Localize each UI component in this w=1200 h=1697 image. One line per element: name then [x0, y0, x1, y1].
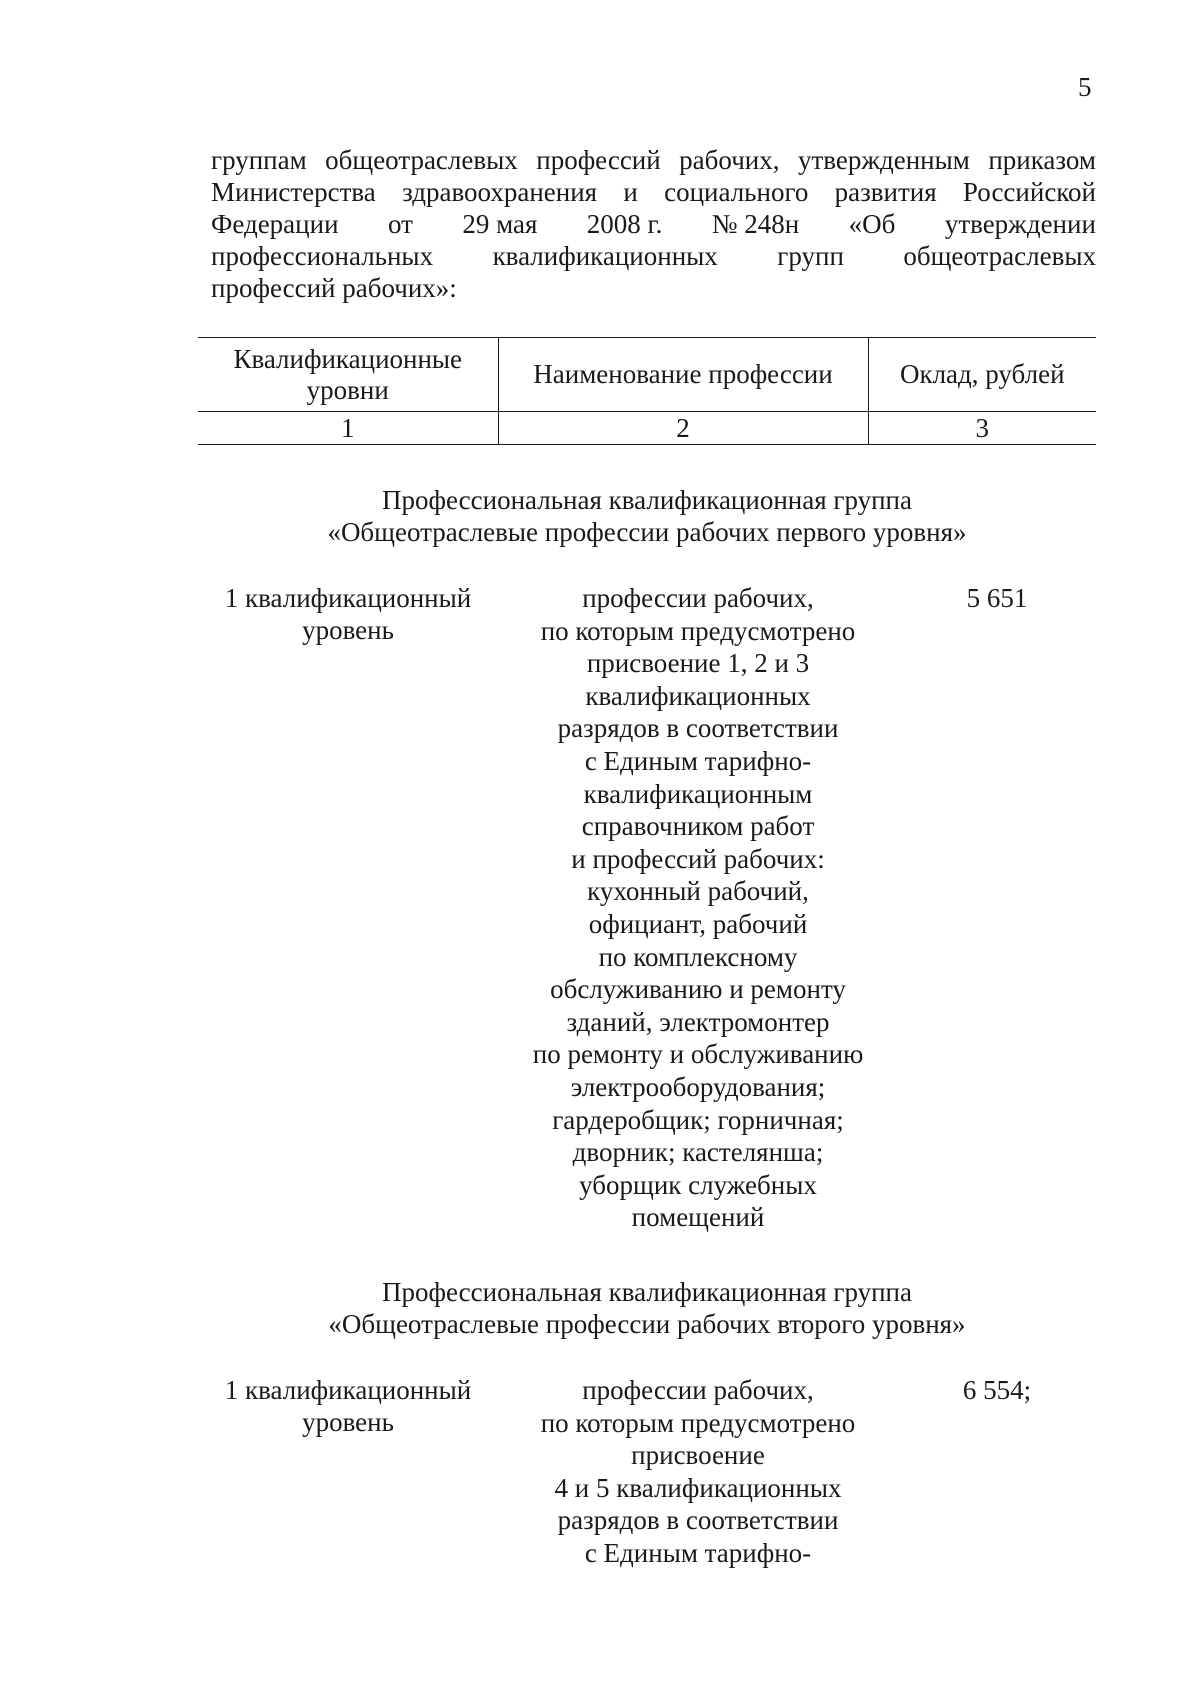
qualification-level: [198, 1374, 498, 1438]
intro-text-5: профессий рабочих»:: [211, 273, 457, 303]
column-number-2: 2: [498, 412, 868, 445]
column-header-levels: [198, 338, 498, 412]
intro-word: 2008 г.: [586, 209, 663, 239]
profession-line: и профессий рабочих:: [571, 843, 825, 874]
profession-line: с Единым тарифно-: [584, 745, 812, 776]
intro-word: квалификационных: [492, 241, 718, 271]
intro-paragraph: [211, 144, 1096, 304]
profession-line: квалификационным: [583, 778, 813, 809]
intro-word: Федерации: [211, 209, 339, 239]
profession-line: гардеробщик; горничная;: [552, 1104, 844, 1135]
profession-list: [498, 1374, 898, 1570]
profession-line: кухонный рабочий,: [587, 876, 809, 907]
profession-line: присвоение 1, 2 и 3: [586, 648, 810, 679]
group-title-line1: Профессиональная квалификационная группа: [382, 485, 912, 515]
profession-line: присвоение: [631, 1440, 765, 1471]
profession-line: электрооборудования;: [570, 1071, 826, 1102]
group-title-line2: «Общеотраслевые профессии рабочих второго уровня»: [328, 1309, 966, 1339]
group-title: [198, 484, 1096, 548]
group-title-line2: «Общеотраслевые профессии рабочих первого уровня»: [327, 517, 967, 547]
column-number-1: 1: [198, 412, 498, 445]
intro-line-3: [211, 208, 1096, 240]
page-number: 5: [1078, 72, 1092, 102]
intro-word: общеотраслевых: [903, 241, 1096, 271]
profession-line: по ремонту и обслуживанию: [532, 1039, 864, 1070]
profession-line: профессии рабочих,: [582, 1375, 814, 1405]
intro-line-2: [211, 176, 1096, 208]
profession-line: зданий, электромонтер: [566, 1006, 830, 1037]
column-header-levels-line2: уровни: [306, 374, 389, 405]
intro-text-1: группам общеотраслевых профессий рабочих, утвержденным приказом: [211, 145, 1096, 175]
column-header-salary: Оклад, рублей: [868, 338, 1096, 412]
group-title: [198, 1276, 1096, 1340]
profession-line: обслуживанию и ремонту: [550, 974, 846, 1005]
qualification-level: [198, 582, 498, 646]
qualification-level-line1: 1 квалификационный: [224, 1375, 472, 1405]
column-number-3: 3: [868, 412, 1096, 445]
intro-word: № 248н: [711, 209, 800, 239]
column-header-profession: Наименование профессии: [498, 338, 868, 412]
profession-line: дворник; кастелянша;: [572, 1137, 824, 1168]
intro-word: 29 мая: [462, 209, 538, 239]
profession-line: справочником работ: [581, 811, 815, 842]
profession-list: [498, 582, 898, 1234]
profession-line: официант, рабочий: [588, 908, 808, 939]
intro-line-5: [211, 272, 1096, 304]
profession-line: по комплексному: [598, 941, 798, 972]
column-header-levels-line1: Квалификационные: [233, 343, 463, 374]
salary-value: 6 554;: [962, 1375, 1032, 1405]
intro-word: профессиональных: [211, 241, 434, 271]
column-numbers-row: [198, 412, 1096, 445]
intro-text-2: Министерства здравоохранения и социального развития Российской: [211, 177, 1096, 207]
salary-value: 5 651: [966, 583, 1028, 613]
intro-line-1: [211, 144, 1096, 176]
profession-line: по которым предусмотрено: [540, 1407, 856, 1438]
intro-word: «Об: [848, 209, 896, 239]
qualification-level-line2: уровень: [302, 1407, 394, 1437]
intro-word: от: [387, 209, 413, 239]
profession-line: профессии рабочих,: [582, 583, 814, 613]
qualification-level-line1: 1 квалификационный: [224, 583, 472, 613]
profession-line: квалификационных: [585, 680, 811, 711]
header-row: [198, 338, 1096, 412]
profession-line: по которым предусмотрено: [540, 615, 856, 646]
qualification-level-line2: уровень: [302, 615, 394, 645]
intro-word: утверждении: [944, 209, 1096, 239]
table-header: [198, 337, 1096, 445]
intro-line-4: [211, 240, 1096, 272]
profession-line: помещений: [631, 1202, 765, 1233]
profession-line: с Единым тарифно-: [584, 1537, 812, 1568]
intro-word: групп: [777, 241, 844, 271]
profession-line: уборщик служебных: [579, 1169, 817, 1200]
profession-line: разрядов в соответствии: [557, 1505, 839, 1536]
profession-line: разрядов в соответствии: [557, 713, 839, 744]
profession-line: 4 и 5 квалификационных: [554, 1472, 842, 1503]
group-title-line1: Профессиональная квалификационная группа: [382, 1277, 912, 1307]
